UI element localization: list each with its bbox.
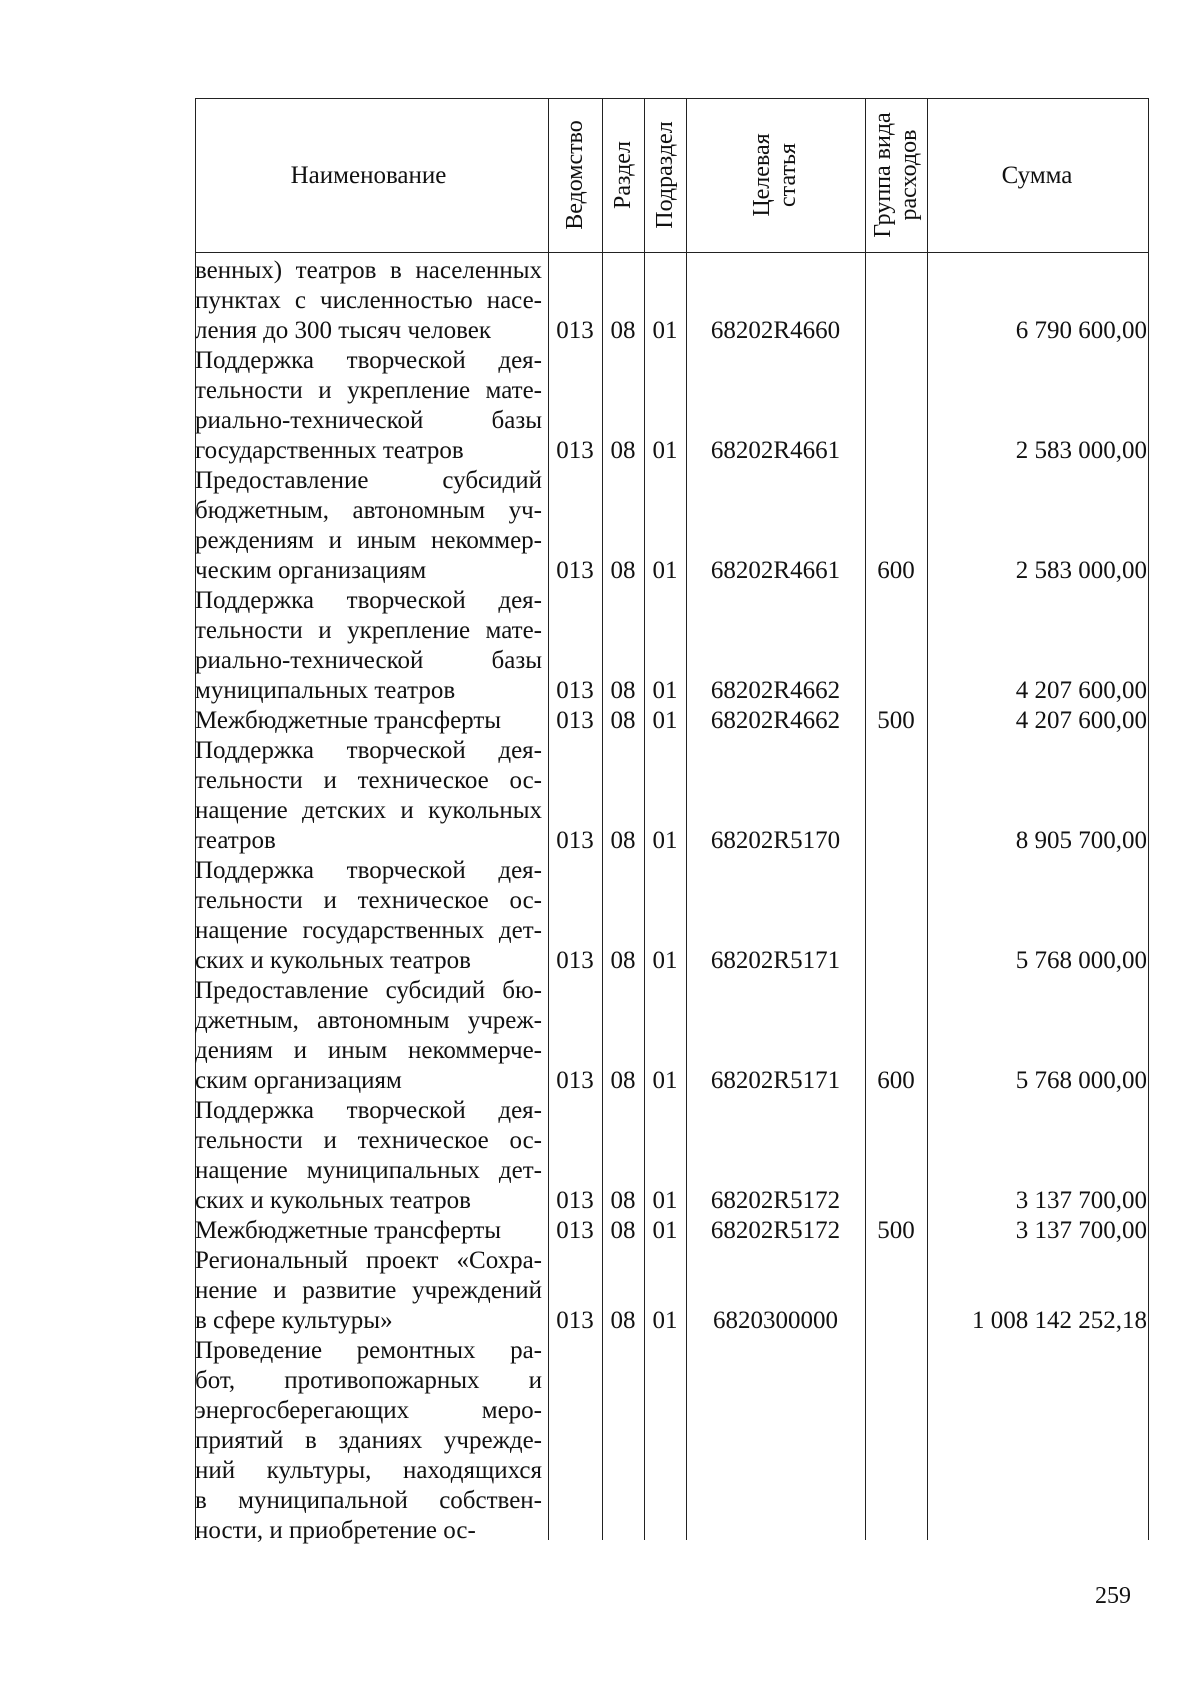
- row-razdel: 08: [610, 947, 636, 974]
- row-razdel: 08: [610, 707, 636, 734]
- row-summa: 2 583 000,00: [1015, 437, 1147, 464]
- row-name: [195, 1096, 542, 1216]
- row-summa: 3 137 700,00: [1015, 1187, 1147, 1214]
- row-name-line: риально-технической базы: [195, 407, 542, 434]
- row-name-line: тельности и укрепление мате-: [195, 617, 542, 644]
- header-gruppa: [866, 100, 926, 250]
- row-podrazdel: 01: [652, 557, 678, 584]
- row-podrazdel: 01: [652, 1067, 678, 1094]
- row-summa: 8 905 700,00: [1015, 827, 1147, 854]
- row-vedomstvo: 013: [556, 317, 594, 344]
- row-name-line: тельности и техническое ос-: [195, 767, 542, 794]
- row-name: [195, 346, 542, 466]
- row-name-line: джетным, автономным учреж-: [195, 1007, 542, 1034]
- row-podrazdel: 01: [652, 827, 678, 854]
- row-name-line: венных) театров в населенных: [195, 257, 542, 284]
- row-vedomstvo: 013: [556, 1067, 594, 1094]
- row-summa: 4 207 600,00: [1015, 707, 1147, 734]
- row-name-line: Поддержка творческой дея-: [195, 347, 542, 374]
- row-name-line: тельности и техническое ос-: [195, 1127, 542, 1154]
- row-name-line: ческим организациям: [195, 557, 427, 584]
- row-name-line: Поддержка творческой дея-: [195, 857, 542, 884]
- row-name-line: театров: [195, 827, 276, 854]
- row-celevaya: 68202R5170: [710, 827, 841, 854]
- row-name-line: ским организациям: [195, 1067, 402, 1094]
- row-summa: 5 768 000,00: [1015, 947, 1147, 974]
- row-vedomstvo: 013: [556, 557, 594, 584]
- row-name-line: дениям и иным некоммерче-: [195, 1037, 542, 1064]
- row-name: [195, 586, 542, 706]
- header-razdel: [603, 103, 643, 248]
- row-celevaya: 68202R4661: [710, 437, 841, 464]
- header-celevaya: [740, 103, 810, 248]
- row-celevaya: 68202R4662: [710, 677, 841, 704]
- row-celevaya: 68202R4661: [710, 557, 841, 584]
- row-celevaya: 68202R5171: [710, 1067, 841, 1094]
- row-name-line: бюджетным, автономным уч-: [195, 497, 542, 524]
- header-summa-text: Сумма: [1001, 161, 1073, 189]
- row-name: [195, 856, 542, 976]
- header-gruppa-line1: Группа вида: [870, 112, 896, 238]
- header-podrazdel: [645, 103, 685, 248]
- row-celevaya: 68202R4660: [710, 317, 841, 344]
- row-vedomstvo: 013: [556, 437, 594, 464]
- header-name: [195, 100, 542, 250]
- row-razdel: 08: [610, 827, 636, 854]
- row-podrazdel: 01: [652, 707, 678, 734]
- header-summa: [927, 100, 1147, 250]
- row-name-line: Межбюджетные трансферты: [195, 1217, 502, 1244]
- row-name: [195, 706, 542, 736]
- row-summa: 2 583 000,00: [1015, 557, 1147, 584]
- row-name-line: в муниципальной собствен-: [195, 1487, 542, 1514]
- header-razdel-text: Раздел: [610, 141, 636, 209]
- row-name-line: нение и развитие учреждений: [195, 1277, 542, 1304]
- row-name-line: Региональный проект «Сохра-: [195, 1247, 542, 1274]
- row-name-line: Поддержка творческой дея-: [195, 587, 542, 614]
- header-celevaya-line2: статья: [775, 143, 801, 207]
- row-podrazdel: 01: [652, 317, 678, 344]
- row-name-line: нащение государственных дет-: [195, 917, 542, 944]
- header-podrazdel-text: Подраздел: [652, 121, 678, 229]
- row-razdel: 08: [610, 317, 636, 344]
- row-summa: 5 768 000,00: [1015, 1067, 1147, 1094]
- row-name-line: Предоставление субсидий: [195, 467, 542, 494]
- row-podrazdel: 01: [652, 1307, 678, 1334]
- row-name: [195, 466, 542, 586]
- row-name-line: реждениям и иным некоммер-: [195, 527, 542, 554]
- row-name-line: ности, и приобретение ос-: [195, 1517, 476, 1544]
- row-name: [195, 736, 542, 856]
- row-name-line: нащение муниципальных дет-: [195, 1157, 542, 1184]
- row-name-line: Предоставление субсидий бю-: [195, 977, 542, 1004]
- row-podrazdel: 01: [652, 437, 678, 464]
- header-gruppa-line2: расходов: [896, 129, 922, 221]
- row-name: [195, 976, 542, 1096]
- row-summa: 3 137 700,00: [1015, 1217, 1147, 1244]
- row-name-line: тельности и техническое ос-: [195, 887, 542, 914]
- row-name-line: риально-технической базы: [195, 647, 542, 674]
- row-name: [195, 1336, 542, 1546]
- row-name-line: Поддержка творческой дея-: [195, 1097, 542, 1124]
- header-vedomstvo: [550, 103, 600, 248]
- row-razdel: 08: [610, 437, 636, 464]
- table-right-border: [1148, 98, 1149, 1540]
- row-name-line: нащение детских и кукольных: [195, 797, 542, 824]
- row-vedomstvo: 013: [556, 677, 594, 704]
- table-top-border: [195, 98, 1148, 99]
- row-name-line: ских и кукольных театров: [195, 1187, 471, 1214]
- row-celevaya: 68202R5171: [710, 947, 841, 974]
- row-gruppa: 600: [877, 557, 915, 584]
- row-razdel: 08: [610, 1307, 636, 1334]
- row-name-line: бот, противопожарных и: [195, 1367, 542, 1394]
- row-summa: 6 790 600,00: [1015, 317, 1147, 344]
- row-name-line: муниципальных театров: [195, 677, 456, 704]
- row-razdel: 08: [610, 557, 636, 584]
- row-podrazdel: 01: [652, 1217, 678, 1244]
- row-podrazdel: 01: [652, 677, 678, 704]
- row-gruppa: 500: [877, 1217, 915, 1244]
- row-gruppa: 600: [877, 1067, 915, 1094]
- row-name: [195, 1246, 542, 1336]
- row-name-line: ний культуры, находящихся: [195, 1457, 542, 1484]
- row-celevaya: 68202R4662: [710, 707, 841, 734]
- row-podrazdel: 01: [652, 1187, 678, 1214]
- row-razdel: 08: [610, 1187, 636, 1214]
- row-name: [195, 256, 542, 346]
- row-name-line: энергосберегающих меро-: [195, 1397, 542, 1424]
- row-vedomstvo: 013: [556, 1187, 594, 1214]
- row-gruppa: 500: [877, 707, 915, 734]
- row-name: [195, 1216, 542, 1246]
- row-vedomstvo: 013: [556, 947, 594, 974]
- header-vedomstvo-text: Ведомство: [562, 120, 588, 230]
- row-name-line: пунктах с численностью насе-: [195, 287, 542, 314]
- row-celevaya: 68202R5172: [710, 1187, 841, 1214]
- row-name-line: в сфере культуры»: [195, 1307, 393, 1334]
- row-razdel: 08: [610, 1217, 636, 1244]
- row-celevaya: 6820300000: [713, 1307, 838, 1334]
- header-name-text: Наименование: [290, 161, 447, 189]
- row-vedomstvo: 013: [556, 707, 594, 734]
- row-summa: 4 207 600,00: [1015, 677, 1147, 704]
- row-razdel: 08: [610, 1067, 636, 1094]
- row-name-line: государственных театров: [195, 437, 464, 464]
- row-vedomstvo: 013: [556, 1217, 594, 1244]
- header-celevaya-line1: Целевая: [749, 133, 775, 217]
- row-name-line: тельности и укрепление мате-: [195, 377, 542, 404]
- page-number: 259: [1095, 1583, 1131, 1609]
- row-razdel: 08: [610, 677, 636, 704]
- row-name-line: Межбюджетные трансферты: [195, 707, 502, 734]
- row-name-line: ления до 300 тысяч человек: [195, 317, 491, 344]
- col-divider-gruppa: [865, 98, 866, 1540]
- row-name-line: приятий в зданиях учрежде-: [195, 1427, 542, 1454]
- row-podrazdel: 01: [652, 947, 678, 974]
- row-name-line: Проведение ремонтных ра-: [195, 1337, 542, 1364]
- row-vedomstvo: 013: [556, 827, 594, 854]
- row-name-line: Поддержка творческой дея-: [195, 737, 542, 764]
- header-bottom-border: [195, 252, 1148, 253]
- row-summa: 1 008 142 252,18: [972, 1307, 1147, 1334]
- row-celevaya: 68202R5172: [710, 1217, 841, 1244]
- row-vedomstvo: 013: [556, 1307, 594, 1334]
- row-name-line: ских и кукольных театров: [195, 947, 471, 974]
